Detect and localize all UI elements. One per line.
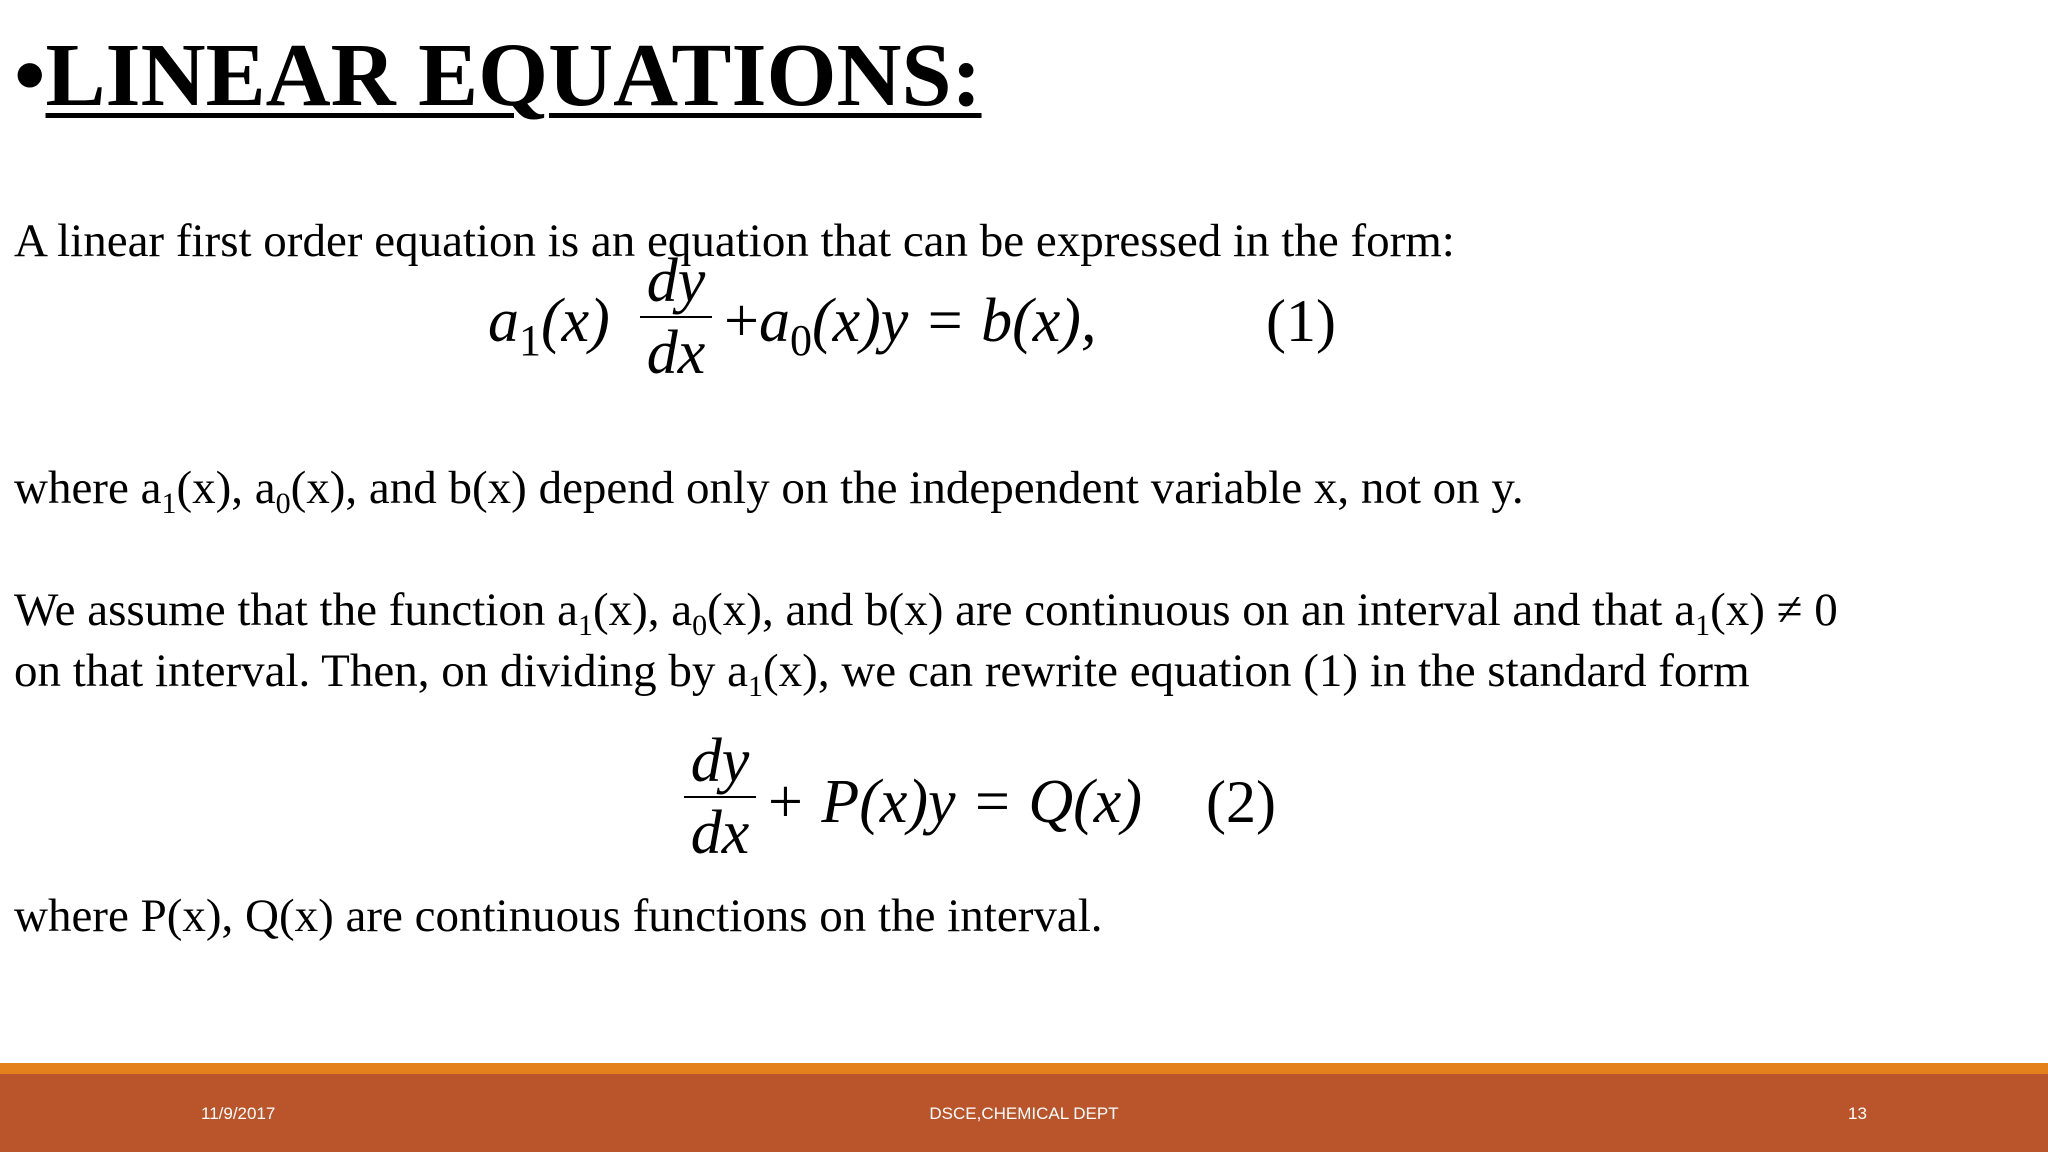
closing-paragraph: where P(x), Q(x) are continuous functions on the interval.	[14, 890, 1103, 942]
intro-paragraph: A linear first order equation is an equation that can be expressed in the form:	[14, 215, 1455, 267]
footer-department: DSCE,CHEMICAL DEPT	[929, 1104, 1119, 1123]
equation-2-fraction	[684, 728, 756, 866]
equation-2-right: + P(x)y = Q(x)	[764, 768, 1142, 836]
fraction-numerator: dy	[690, 727, 750, 795]
footer-accent-stripe	[0, 1063, 2048, 1074]
where-paragraph: where $a_1(x)$, $a_0(x)$, and b(x) depend only on the independent variable x, not on y.	[14, 462, 1524, 520]
equation-1-right: $+a_0(x)y = b(x)$,	[724, 287, 1097, 365]
equation-2-number: (2)	[1206, 769, 1276, 835]
fraction-denominator: dx	[690, 799, 750, 867]
footer-date: 11/9/2017	[201, 1104, 276, 1123]
assumption-paragraph-line-1: We assume that the function $a_1(x)$, $a_0(x)$, and b(x) are continuous on an interval and that $a_1(x) \ne 0$	[14, 584, 1838, 642]
assumption-paragraph-line-2: on that interval. Then, on dividing by $a_1(x)$, we can rewrite equation (1) in the standard form	[14, 645, 1750, 703]
footer-page-number: 13	[1848, 1104, 1867, 1123]
equation-1-left: $a_1(x)$	[488, 287, 610, 365]
fraction-bar	[684, 796, 756, 798]
fraction-denominator: dx	[646, 319, 706, 387]
title-bullet: •	[14, 26, 46, 125]
fraction-numerator: dy	[646, 247, 706, 315]
title-text: LINEAR EQUATIONS:	[45, 26, 982, 125]
equation-1-number: (1)	[1266, 288, 1336, 354]
slide-footer	[0, 1074, 2048, 1152]
